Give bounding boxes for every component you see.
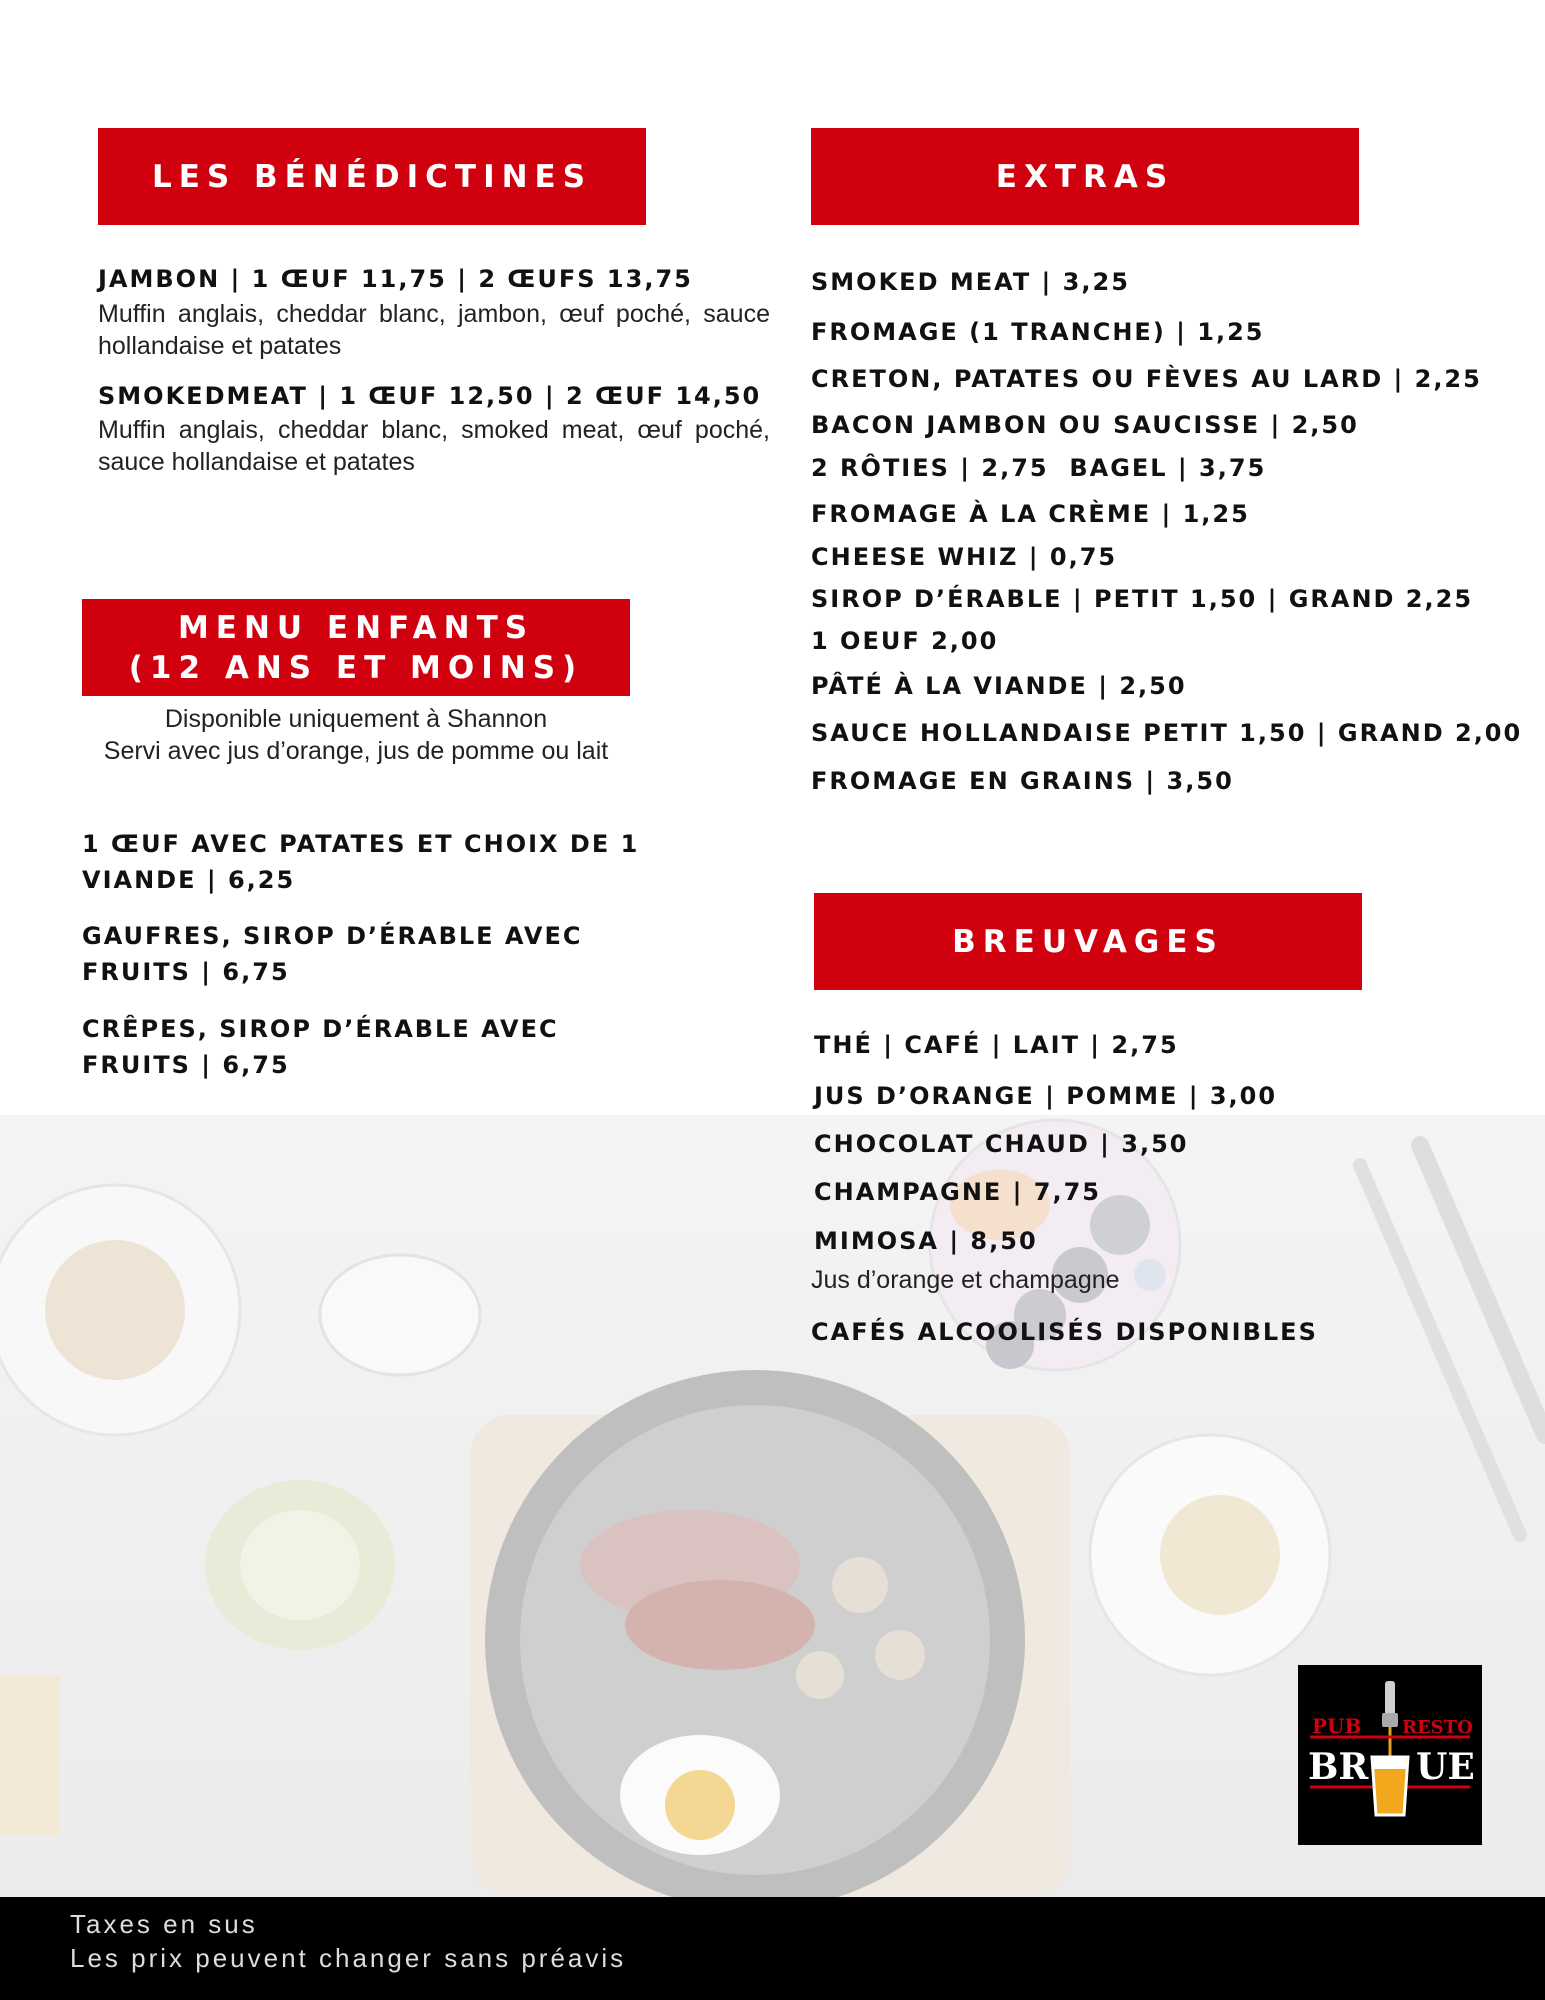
drink-item: THÉ | CAFÉ | LAIT | 2,75 xyxy=(814,1031,1179,1059)
mimosa-desc: Jus d’orange et champagne xyxy=(811,1266,1120,1294)
menu-enfants-header-line2: (12 ANS ET MOINS) xyxy=(128,649,584,686)
extra-item: SIROP D’ÉRABLE | PETIT 1,50 | GRAND 2,25 xyxy=(811,585,1474,613)
menu-enfants-note-line1: Disponible uniquement à Shannon xyxy=(164,705,548,733)
menu-enfants-note-line2: Servi avec jus d’orange, jus de pomme ou lait xyxy=(103,737,609,765)
logo-name-right: UE xyxy=(1416,1746,1475,1788)
menu-enfants-header xyxy=(82,599,630,696)
extra-item: SMOKED MEAT | 3,25 xyxy=(811,268,1130,296)
extra-item: 2 RÔTIES | 2,75 BAGEL | 3,75 xyxy=(811,454,1267,482)
extra-item: PÂTÉ À LA VIANDE | 2,50 xyxy=(811,672,1187,700)
drink-item: MIMOSA | 8,50 xyxy=(814,1227,1038,1255)
breuvages-header xyxy=(814,893,1362,990)
logo-pub-text: PUB xyxy=(1312,1714,1362,1738)
benedictines-header-text: LES BÉNÉDICTINES xyxy=(151,158,593,195)
drink-item: CHOCOLAT CHAUD | 3,50 xyxy=(814,1130,1189,1158)
kids-item-line1: 1 ŒUF AVEC PATATES ET CHOIX DE 1 xyxy=(82,830,640,858)
brue-logo xyxy=(1298,1665,1482,1845)
drink-item: CHAMPAGNE | 7,75 xyxy=(814,1178,1101,1206)
menu-enfants-note xyxy=(60,703,652,767)
kids-item-line2: FRUITS | 6,75 xyxy=(82,958,290,986)
extra-item: CRETON, PATATES OU FÈVES AU LARD | 2,25 xyxy=(811,365,1482,393)
benedictine-item-title: JAMBON | 1 ŒUF 11,75 | 2 ŒUFS 13,75 xyxy=(98,265,693,293)
logo-name-left: BR xyxy=(1308,1746,1369,1788)
drink-item: JUS D’ORANGE | POMME | 3,00 xyxy=(814,1082,1278,1110)
benedictine-item-desc: Muffin anglais, cheddar blanc, smoked meat, œuf poché, sauce hollandaise et patates xyxy=(98,416,770,476)
footer-price-notice: Les prix peuvent changer sans préavis xyxy=(70,1943,627,1973)
extra-item: 1 OEUF 2,00 xyxy=(811,627,999,655)
kids-item xyxy=(82,1011,559,1083)
kids-item-line1: GAUFRES, SIROP D’ÉRABLE AVEC xyxy=(82,922,583,950)
kids-item-line2: VIANDE | 6,25 xyxy=(82,866,296,894)
footer-taxes: Taxes en sus xyxy=(70,1909,258,1939)
logo-resto-text: RESTO xyxy=(1402,1717,1473,1738)
kids-item xyxy=(82,918,582,990)
extra-item: FROMAGE (1 TRANCHE) | 1,25 xyxy=(811,318,1265,346)
alcool-note: CAFÉS ALCOOLISÉS DISPONIBLES xyxy=(811,1318,1318,1346)
extra-item: SAUCE HOLLANDAISE PETIT 1,50 | GRAND 2,00 xyxy=(811,719,1523,747)
benedictine-item-title: SMOKEDMEAT | 1 ŒUF 12,50 | 2 ŒUF 14,50 xyxy=(98,382,762,410)
extra-item: FROMAGE EN GRAINS | 3,50 xyxy=(811,767,1234,795)
extras-header-text: EXTRAS xyxy=(995,158,1175,195)
extras-header xyxy=(811,128,1359,225)
extra-item: BACON JAMBON OU SAUCISSE | 2,50 xyxy=(811,411,1359,439)
menu-enfants-header-line1: MENU ENFANTS xyxy=(177,609,535,646)
footer xyxy=(0,1897,1545,2000)
benedictine-item-desc: Muffin anglais, cheddar blanc, jambon, œuf poché, sauce hollandaise et patates xyxy=(98,300,770,360)
kids-item xyxy=(82,826,639,898)
benedictines-header xyxy=(98,128,646,225)
kids-item-line2: FRUITS | 6,75 xyxy=(82,1051,290,1079)
extra-item: FROMAGE À LA CRÈME | 1,25 xyxy=(811,500,1250,528)
kids-item-line1: CRÊPES, SIROP D’ÉRABLE AVEC xyxy=(82,1015,559,1043)
breuvages-header-text: BREUVAGES xyxy=(952,923,1224,960)
brue-logo-graphic xyxy=(1298,1665,1482,1845)
extra-item: CHEESE WHIZ | 0,75 xyxy=(811,543,1118,571)
